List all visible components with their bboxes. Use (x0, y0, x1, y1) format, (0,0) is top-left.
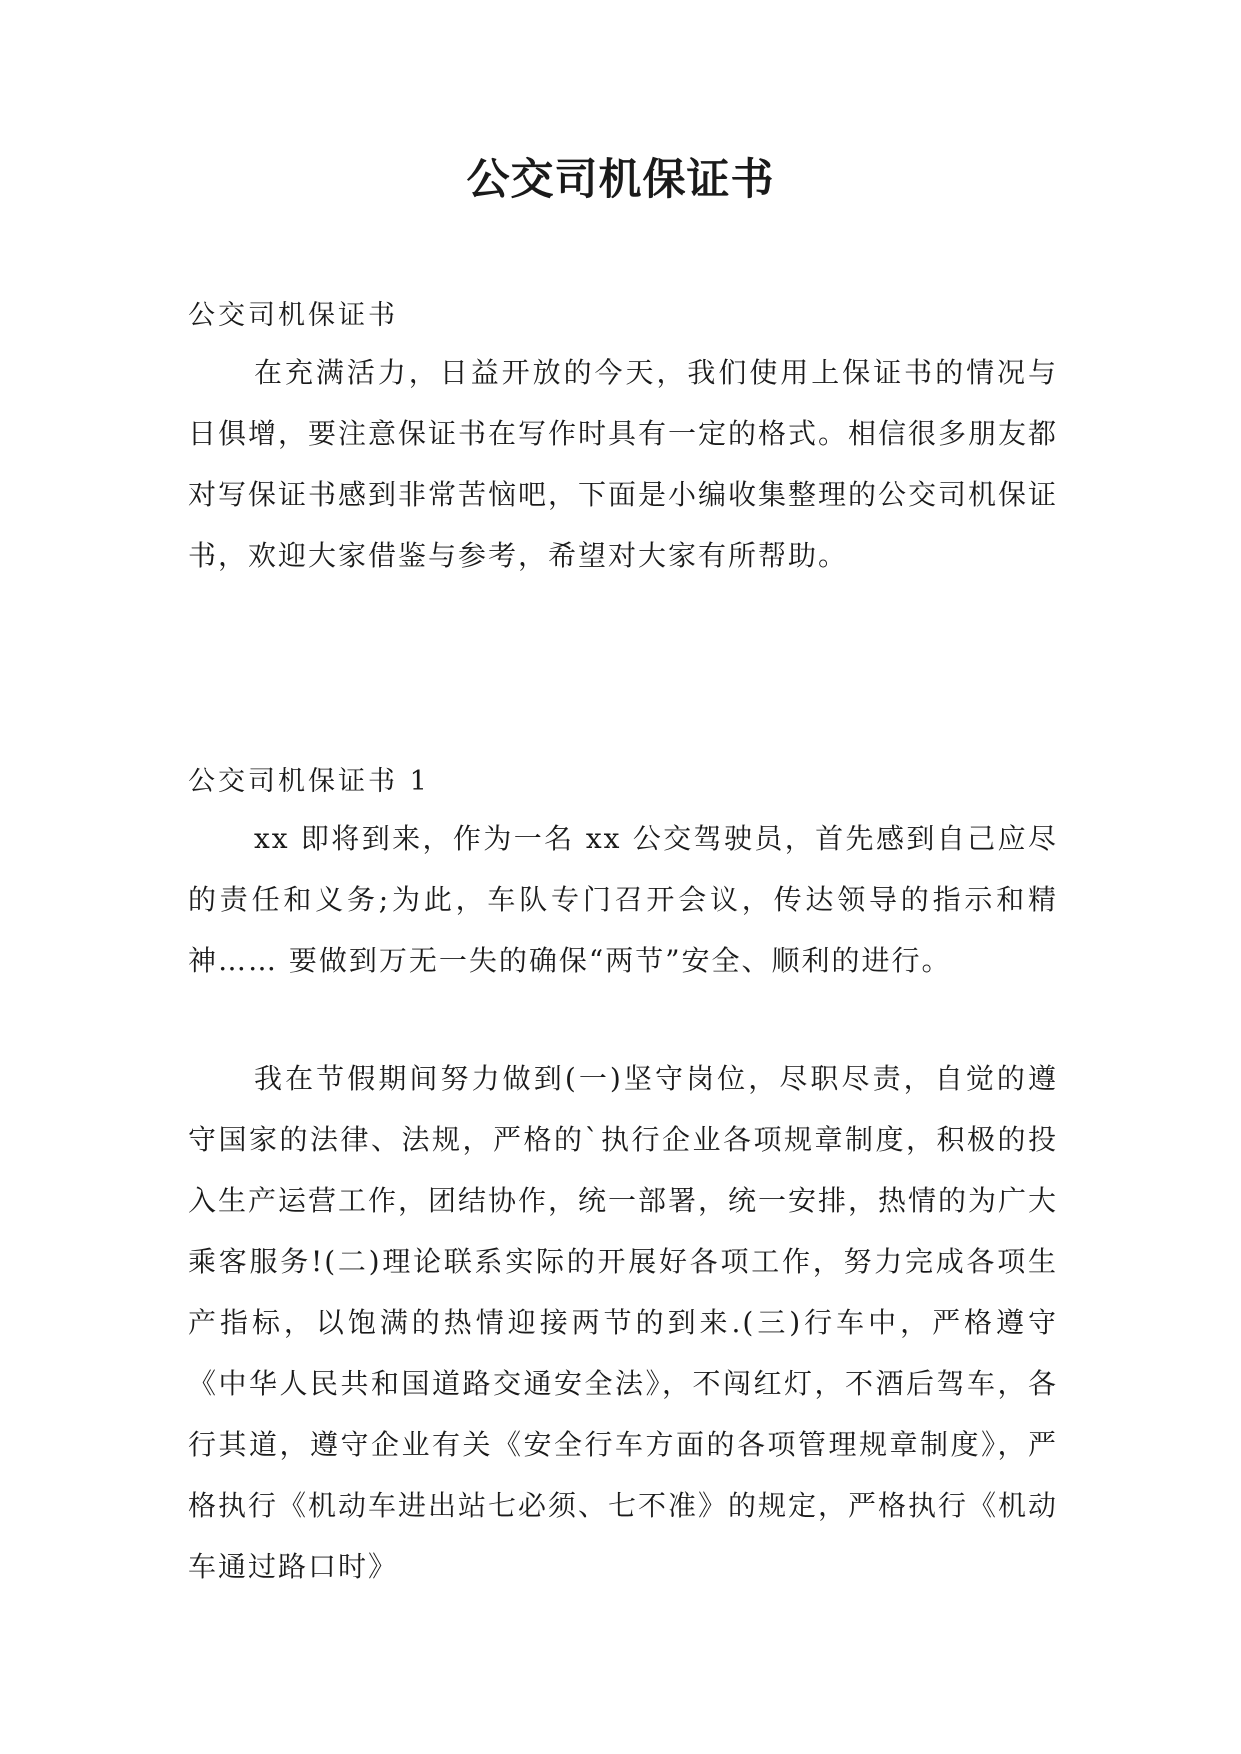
intro-paragraph: 在充满活力，日益开放的今天，我们使用上保证书的情况与日俱增，要注意保证书在写作时具有一定的格式。相信很多朋友都对写保证书感到非常苦恼吧，下面是小编收集整理的公交司机保证书，欢迎大家借鉴与参考，希望对大家有所帮助。 (188, 356, 1059, 572)
section1-paragraph-2: 我在节假期间努力做到(一)坚守岗位，尽职尽责，自觉的遵守国家的法律、法规，严格的`执行企业各项规章制度，积极的投入生产运营工作，团结协作，统一部署，统一安排，热情的为广大乘客服务!(二)理论联系实际的开展好各项工作，努力完成各项生产指标，以饱满的热情迎接两节的到来.(三)行车中，严格遵守《中华人民共和国道路交通安全法》，不闯红灯，不酒后驾车，各行其道，遵守企业有关《安全行车方面的各项管理规章制度》，严格执行《机动车进出站七必须、七不准》的规定，严格执行《机动车通过路口时》 (188, 1062, 1059, 1583)
intro-heading: 公交司机保证书 (188, 300, 398, 331)
document-title: 公交司机保证书 (466, 155, 775, 205)
section1-paragraph-1: xx 即将到来，作为一名 xx 公交驾驶员，首先感到自己应尽的责任和义务;为此，车队专门召开会议，传达领导的指示和精神…… 要做到万无一失的确保“两节”安全、顺利的进行。 (188, 822, 1058, 977)
section1-heading: 公交司机保证书 1 (188, 766, 430, 797)
